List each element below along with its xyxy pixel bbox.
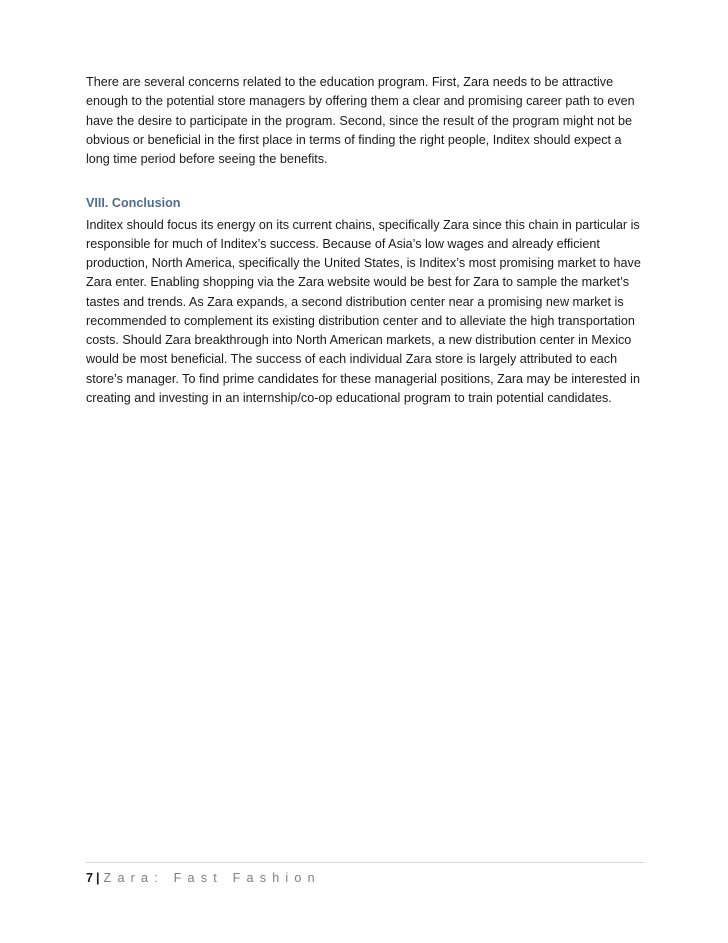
footer-text xyxy=(86,870,321,886)
footer-document-title: Zara: Fast Fashion xyxy=(103,871,321,885)
page-footer xyxy=(86,862,645,903)
page-number: 7 xyxy=(86,871,94,885)
footer-separator: | xyxy=(96,871,100,885)
page-content xyxy=(86,73,646,408)
paragraph-conclusion: Inditex should focus its energy on its current chains, specifically Zara since this chain in particular is responsible for much of Inditex’s success. Because of Asia’s low wages and already efficient production, North America, specifically the United States, is Inditex’s most promising market to have Zara enter. Enabling shopping via the Zara website would be best for Zara to sample the market’s tastes and trends. As Zara expands, a second distribution center near a promising new market is recommended to complement its existing distribution center and to alleviate the high transportation costs. Should Zara breakthrough into North American markets, a new distribution center in Mexico would be most beneficial. The success of each individual Zara store is largely attributed to each store’s manager. To find prime candidates for these managerial positions, Zara may be interested in creating and investing in an internship/co-op educational program to train potential candidates. xyxy=(86,217,641,405)
section-heading-conclusion: VIII. Conclusion xyxy=(86,196,181,211)
paragraph-education-concerns: There are several concerns related to the education program. First, Zara needs to be attractive enough to the potential store managers by offering them a clear and promising career path to even have the desire to participate in the program. Second, since the result of the program might not be obvious or beneficial in the first place in terms of finding the right people, Inditex should expect a long time period before seeing the benefits. xyxy=(86,75,635,166)
